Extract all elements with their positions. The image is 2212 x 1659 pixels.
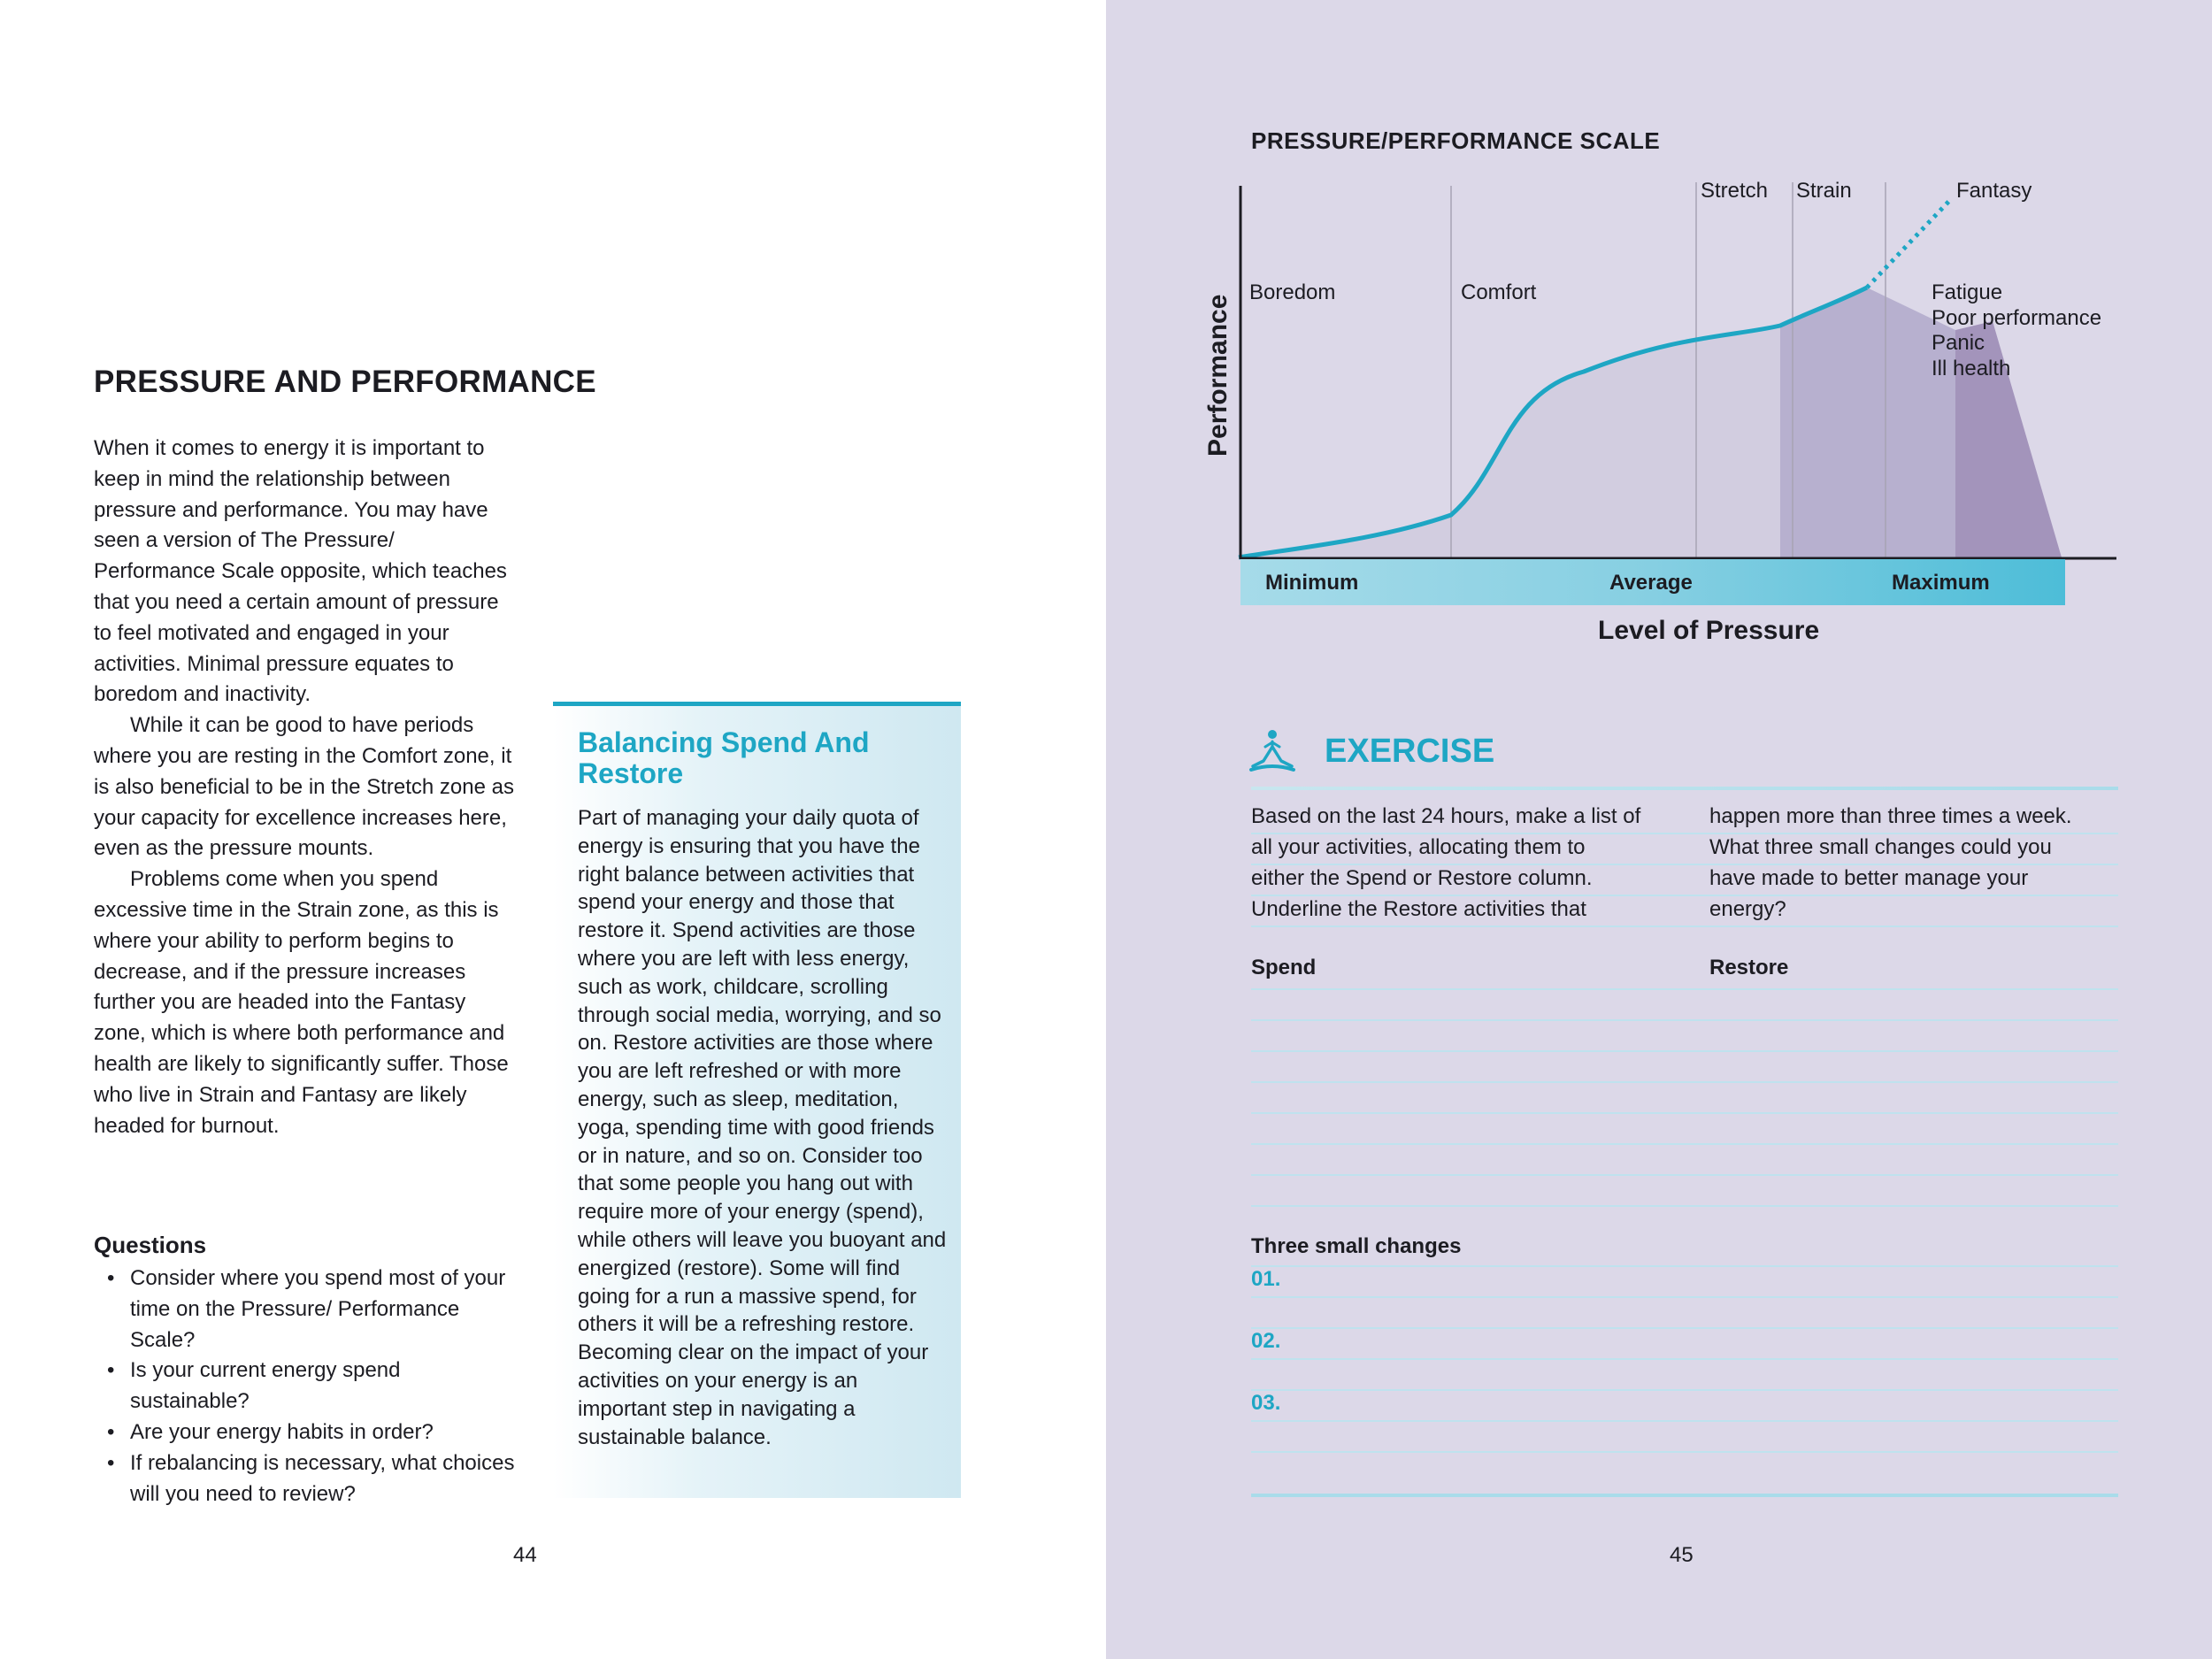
y-axis-label: Performance (1203, 294, 1233, 457)
ruled-line[interactable] (1251, 1389, 2118, 1391)
ruled-line[interactable] (1251, 1112, 2118, 1114)
instruction-line: have made to better manage your (1709, 866, 2029, 890)
fatigue-label: Ill health (1932, 357, 2011, 380)
zone-label-boredom: Boredom (1249, 280, 1336, 304)
paragraph: Problems come when you spend excessive time in the Strain zone, as this is where your ability to perform begins to decrease, and if the pressure increases further you are headed into the Fantasy zone, which is where both performance and health are likely to significantly suffer. Those who live in Strain and Fantasy are likely headed for burnout. (94, 867, 509, 1138)
body-text (94, 434, 518, 1141)
ruled-line[interactable] (1251, 1451, 2118, 1453)
instruction-line: either the Spend or Restore column. (1251, 866, 1593, 890)
ruled-line[interactable] (1251, 1050, 2118, 1052)
fatigue-label: Fatigue (1932, 280, 2003, 304)
x-axis-label: Level of Pressure (1598, 616, 1820, 645)
instruction-line: Based on the last 24 hours, make a list of (1251, 804, 1641, 828)
ruled-line[interactable] (1251, 988, 2118, 990)
sidebar-box (553, 702, 961, 1498)
ruled-line (1251, 833, 2118, 834)
ruled-line (1251, 926, 2118, 927)
fantasy-dotted-curve (1867, 199, 1951, 288)
x-tick-average: Average (1609, 571, 1693, 595)
questions-heading: Questions (94, 1232, 207, 1258)
ruled-line[interactable] (1251, 1265, 2118, 1267)
exercise-instructions (1709, 801, 2143, 925)
exercise-instructions (1251, 801, 1685, 925)
x-tick-minimum: Minimum (1265, 571, 1359, 595)
paragraph: While it can be good to have periods where you are resting in the Comfort zone, it is also beneficial to be in the Stretch zone as your capacity for excellence increases here, even as the pressure mounts. (94, 713, 514, 861)
area-strain (1780, 288, 1955, 557)
change-number: 01. (1251, 1267, 1281, 1291)
x-tick-maximum: Maximum (1892, 571, 1990, 595)
ruled-line[interactable] (1251, 1143, 2118, 1145)
divider (1251, 787, 2118, 790)
list-item: • Consider where you spend most of your time on the Pressure/ Performance Scale? (94, 1263, 518, 1356)
change-number: 03. (1251, 1391, 1281, 1415)
instruction-line: Underline the Restore activities that (1251, 897, 1586, 921)
ruled-line[interactable] (1251, 1296, 2118, 1298)
restore-label: Restore (1709, 956, 1789, 979)
ruled-line[interactable] (1251, 1174, 2118, 1176)
spend-label: Spend (1251, 956, 1317, 979)
list-item: • If rebalancing is necessary, what choices will you need to review? (94, 1448, 518, 1510)
questions-list (94, 1263, 518, 1509)
pressure-performance-chart (1203, 168, 2141, 672)
instruction-line: happen more than three times a week. (1709, 804, 2072, 828)
page-number: 44 (513, 1543, 537, 1567)
instruction-line: all your activities, allocating them to (1251, 835, 1586, 859)
zone-label-strain: Strain (1796, 179, 1852, 203)
area-comfort-stretch (1239, 326, 1780, 557)
change-number: 02. (1251, 1329, 1281, 1353)
ruled-line[interactable] (1251, 1081, 2118, 1083)
ruled-line[interactable] (1251, 1420, 2118, 1422)
instruction-line: energy? (1709, 897, 1786, 921)
page-number: 45 (1670, 1543, 1694, 1567)
zone-label-comfort: Comfort (1461, 280, 1537, 304)
sidebar-title: Balancing Spend And Restore (578, 726, 870, 789)
divider (1251, 1494, 2118, 1497)
fatigue-label: Poor performance (1932, 306, 2102, 330)
sidebar-text: Part of managing your daily quota of energy is ensuring that you have the right balance between activities that spend your energy and those that restore it. Spend activities are those where you are left with less energy, such as work, childcare, scrolling through social media, worrying, and so on. Restore activities are those where you are left refreshed or with more energy, such as sleep, meditation, yoga, spending time with good friends or in nature, and so on. Consider too that some people you hang out with require more of your energy (spend), while others will leave you buoyant and energized (restore). Some will find going for a run a massive spend, for others it will be a refreshing restore. Becoming clear on the impact of your activities on your energy is an important step in navigating a sustainable balance. (578, 806, 947, 1449)
fatigue-label: Panic (1932, 331, 1985, 355)
changes-heading: Three small changes (1251, 1234, 1462, 1258)
list-item: • Is your current energy spend sustainable? (94, 1356, 518, 1417)
ruled-line (1251, 864, 2118, 865)
instruction-line: What three small changes could you (1709, 835, 2052, 859)
ruled-line[interactable] (1251, 1205, 2118, 1207)
exercise-title: EXERCISE (1325, 733, 1495, 770)
meditation-icon (1248, 727, 1297, 777)
zone-label-stretch: Stretch (1701, 179, 1769, 203)
chart-title: PRESSURE/PERFORMANCE SCALE (1251, 127, 1661, 154)
paragraph: When it comes to energy it is important to keep in mind the relationship between pressure and performance. You may have seen a version of The Pressure/ Performance Scale opposite, which teaches that you need a certain amount of pressure to feel motivated and engaged in your activities. Minimal pressure equates to boredom and inactivity. (94, 436, 507, 707)
zone-label-fantasy: Fantasy (1956, 179, 2032, 203)
section-title: PRESSURE AND PERFORMANCE (94, 365, 596, 399)
ruled-line (1251, 895, 2118, 896)
ruled-line[interactable] (1251, 1327, 2118, 1329)
list-item: • Are your energy habits in order? (94, 1417, 518, 1448)
ruled-line[interactable] (1251, 1358, 2118, 1360)
ruled-line[interactable] (1251, 1019, 2118, 1021)
